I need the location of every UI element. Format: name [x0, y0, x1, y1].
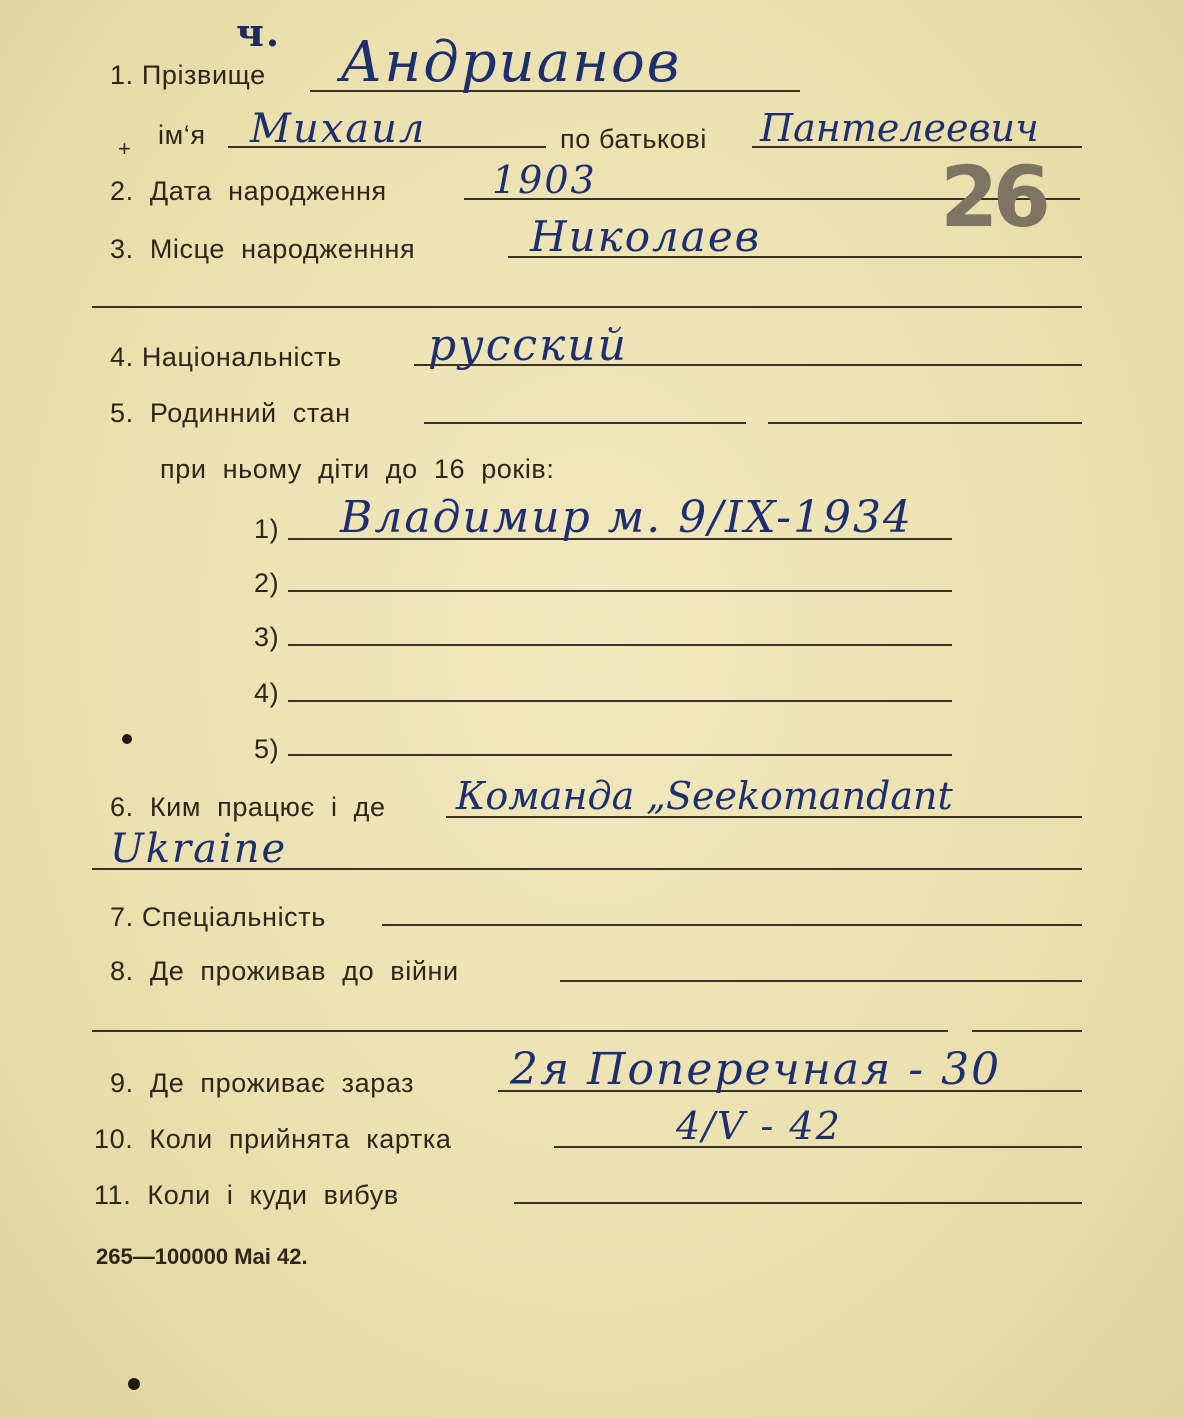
departure-line — [514, 1202, 1082, 1204]
child-5-line — [288, 754, 952, 756]
specialty-line — [382, 924, 1082, 926]
child-1-value[interactable]: Владимир м. 9/IX-1934 — [340, 492, 914, 543]
birth-date-label: 2. Дата народження — [110, 176, 387, 206]
nationality-label: 4. Національність — [110, 342, 342, 372]
patronymic-value[interactable]: Пантелеевич — [760, 106, 1039, 150]
first-name-value[interactable]: Михаил — [250, 106, 427, 152]
margin-mark: + — [118, 136, 132, 161]
workplace-value[interactable]: Команда „Seekomandant — [456, 774, 953, 818]
top-handwritten-mark: ч. — [236, 10, 282, 55]
child-4-line — [288, 700, 952, 702]
marital-status-line-b — [768, 422, 1082, 424]
child-2-line — [288, 590, 952, 592]
birth-place-line-2 — [92, 306, 1082, 308]
prewar-residence-line — [560, 980, 1082, 982]
ink-spot-bottom — [128, 1378, 140, 1390]
pencil-number-mark: 26 — [940, 148, 1045, 246]
print-code-footer: 265—100000 Mai 42. — [96, 1244, 308, 1269]
marital-status-line-a — [424, 422, 746, 424]
birth-date-value[interactable]: 1903 — [492, 158, 597, 202]
prewar-residence-line-2a — [92, 1030, 948, 1032]
nationality-value[interactable]: русский — [428, 320, 628, 371]
card-accepted-label: 10. Коли прийнята картка — [94, 1124, 452, 1154]
surname-label: 1. Прізвище — [110, 60, 266, 90]
prewar-residence-label: 8. Де проживав до війни — [110, 956, 459, 986]
ink-spot — [122, 734, 132, 744]
children-label: при ньому діти до 16 років: — [160, 454, 555, 484]
first-name-label: ім‘я — [158, 120, 206, 150]
marital-status-label: 5. Родинний стан — [110, 398, 351, 428]
child-3-line — [288, 644, 952, 646]
workplace-value-line-2[interactable]: Ukraine — [110, 826, 288, 872]
current-residence-value[interactable]: 2я Поперечная - 30 — [510, 1044, 1002, 1095]
current-residence-label: 9. Де проживає зараз — [110, 1068, 415, 1098]
patronymic-label: по батькові — [560, 124, 707, 154]
child-4-number: 4) — [254, 678, 280, 708]
card-accepted-value[interactable]: 4/V - 42 — [676, 1104, 842, 1148]
child-1-number: 1) — [254, 514, 280, 544]
child-2-number: 2) — [254, 568, 280, 598]
birth-place-label: 3. Місце народженння — [110, 234, 416, 264]
child-3-number: 3) — [254, 622, 280, 652]
specialty-label: 7. Спеціальність — [110, 902, 326, 932]
birth-place-value[interactable]: Николаев — [530, 212, 762, 261]
departure-label: 11. Коли і куди вибув — [94, 1180, 399, 1210]
prewar-residence-line-2b — [972, 1030, 1082, 1032]
child-5-number: 5) — [254, 734, 280, 764]
surname-value[interactable]: Андрианов — [340, 30, 682, 95]
workplace-label: 6. Ким працює і де — [110, 792, 386, 822]
